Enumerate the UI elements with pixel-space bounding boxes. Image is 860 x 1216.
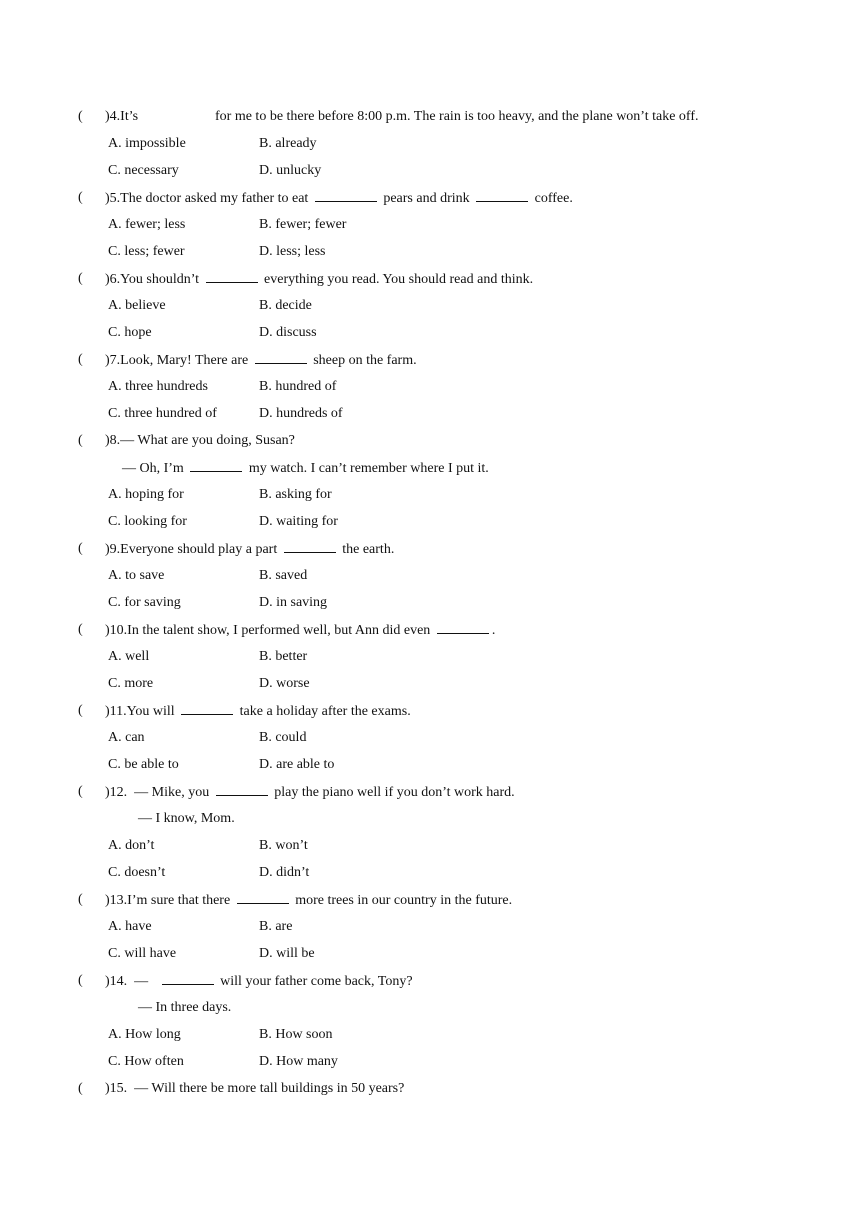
option-d[interactable]: D. How many [259,1054,338,1069]
answer-paren: ( [78,703,83,718]
answer-paren: ( [78,271,83,286]
option-c[interactable]: C. necessary [108,163,179,178]
option-d[interactable]: D. didn’t [259,865,310,880]
answer-blank[interactable] [237,891,289,904]
question-text-end: coffee. [531,191,573,206]
option-b[interactable]: B. won’t [259,838,308,853]
question-number: )15. [105,1081,128,1096]
option-c[interactable]: C. will have [108,946,177,961]
option-b[interactable]: B. How soon [259,1027,333,1042]
question-text: Everyone should play a part [120,542,281,557]
option-a[interactable]: A. to save [108,568,165,583]
option-c[interactable]: C. doesn’t [108,865,166,880]
answer-blank[interactable] [284,540,336,553]
option-a[interactable]: A. don’t [108,838,155,853]
option-d[interactable]: D. less; less [259,244,326,259]
reply-text: — Oh, I’m [122,461,188,476]
option-a[interactable]: A. have [108,919,152,934]
option-d[interactable]: D. hundreds of [259,406,343,421]
question-number: )8. [105,433,121,448]
option-d[interactable]: D. worse [259,676,310,691]
question-text-end: the earth. [338,542,395,557]
question-text-end: take a holiday after the exams. [236,704,411,719]
question-text: The doctor asked my father to eat [120,191,312,206]
option-a[interactable]: A. fewer; less [108,217,186,232]
option-a[interactable]: A. impossible [108,136,186,151]
option-b[interactable]: B. hundred of [259,379,337,394]
question-text-end: everything you read. You should read and think. [260,272,534,287]
option-c[interactable]: C. hope [108,325,152,340]
answer-blank[interactable] [206,270,258,283]
question-text: — Mike, you [134,785,213,800]
question-number: )9. [105,542,121,557]
question-text-end: more trees in our country in the future. [291,893,513,908]
option-b[interactable]: B. better [259,649,308,664]
answer-blank[interactable] [190,459,242,472]
question-number: )13. [105,893,128,908]
answer-blank[interactable] [162,972,214,985]
question-text: You will [126,704,179,719]
question-text: You shouldn’t [120,272,203,287]
option-b[interactable]: B. are [259,919,293,934]
answer-blank[interactable] [437,621,489,634]
question-number: )12. [105,785,128,800]
option-b[interactable]: B. saved [259,568,308,583]
option-a[interactable]: A. three hundreds [108,379,208,394]
answer-blank[interactable] [216,783,268,796]
answer-paren: ( [78,541,83,556]
answer-paren: ( [78,1081,83,1096]
question-text: I’m sure that there [127,893,234,908]
option-a[interactable]: A. believe [108,298,166,313]
answer-blank[interactable] [315,189,377,202]
question-text: Look, Mary! There are [120,353,252,368]
option-d[interactable]: D. waiting for [259,514,338,529]
option-b[interactable]: B. decide [259,298,312,313]
question-text-end: play the piano well if you don’t work hard. [270,785,515,800]
answer-paren: ( [78,109,83,124]
option-c[interactable]: C. for saving [108,595,181,610]
option-b[interactable]: B. fewer; fewer [259,217,347,232]
option-c[interactable]: C. more [108,676,154,691]
question-text: In the talent show, I performed well, but Ann did even [127,623,434,638]
option-a[interactable]: A. hoping for [108,487,184,502]
answer-paren: ( [78,190,83,205]
answer-paren: ( [78,433,83,448]
option-a[interactable]: A. can [108,730,145,745]
question-text: — Will there be more tall buildings in 50 years? [134,1081,405,1096]
option-c[interactable]: C. less; fewer [108,244,185,259]
question-number: )14. [105,974,128,989]
question-number: )10. [105,623,128,638]
answer-blank[interactable] [181,702,233,715]
option-d[interactable]: D. in saving [259,595,328,610]
option-a[interactable]: A. well [108,649,150,664]
option-c[interactable]: C. three hundred of [108,406,217,421]
answer-blank[interactable] [255,351,307,364]
question-number: )4. [105,109,121,124]
option-d[interactable]: D. will be [259,946,315,961]
reply-text: — In three days. [138,1000,232,1015]
option-c[interactable]: C. How often [108,1054,184,1069]
option-b[interactable]: B. already [259,136,317,151]
option-b[interactable]: B. could [259,730,307,745]
reply-text: — I know, Mom. [138,811,235,826]
question-number: )5. [105,191,121,206]
answer-paren: ( [78,622,83,637]
question-text: — What are you doing, Susan? [120,433,295,448]
question-text-cont: for me to be there before 8:00 p.m. The rain is too heavy, and the plane won’t take off. [215,109,699,124]
question-text-end: will your father come back, Tony? [216,974,413,989]
reply-text-end: my watch. I can’t remember where I put it. [245,461,489,476]
option-a[interactable]: A. How long [108,1027,181,1042]
question-text-end: sheep on the farm. [309,353,417,368]
option-c[interactable]: C. be able to [108,757,179,772]
question-number: )11. [105,704,127,719]
answer-paren: ( [78,973,83,988]
question-text: It’s [120,109,139,124]
answer-blank[interactable] [476,189,528,202]
answer-paren: ( [78,352,83,367]
option-d[interactable]: D. discuss [259,325,317,340]
option-d[interactable]: D. unlucky [259,163,322,178]
question-text-end: . [491,623,496,638]
question-text: — [134,974,152,989]
option-d[interactable]: D. are able to [259,757,335,772]
question-number: )7. [105,353,121,368]
answer-paren: ( [78,892,83,907]
answer-paren: ( [78,784,83,799]
question-number: )6. [105,272,121,287]
option-b[interactable]: B. asking for [259,487,332,502]
question-text-mid: pears and drink [379,191,474,206]
option-c[interactable]: C. looking for [108,514,187,529]
